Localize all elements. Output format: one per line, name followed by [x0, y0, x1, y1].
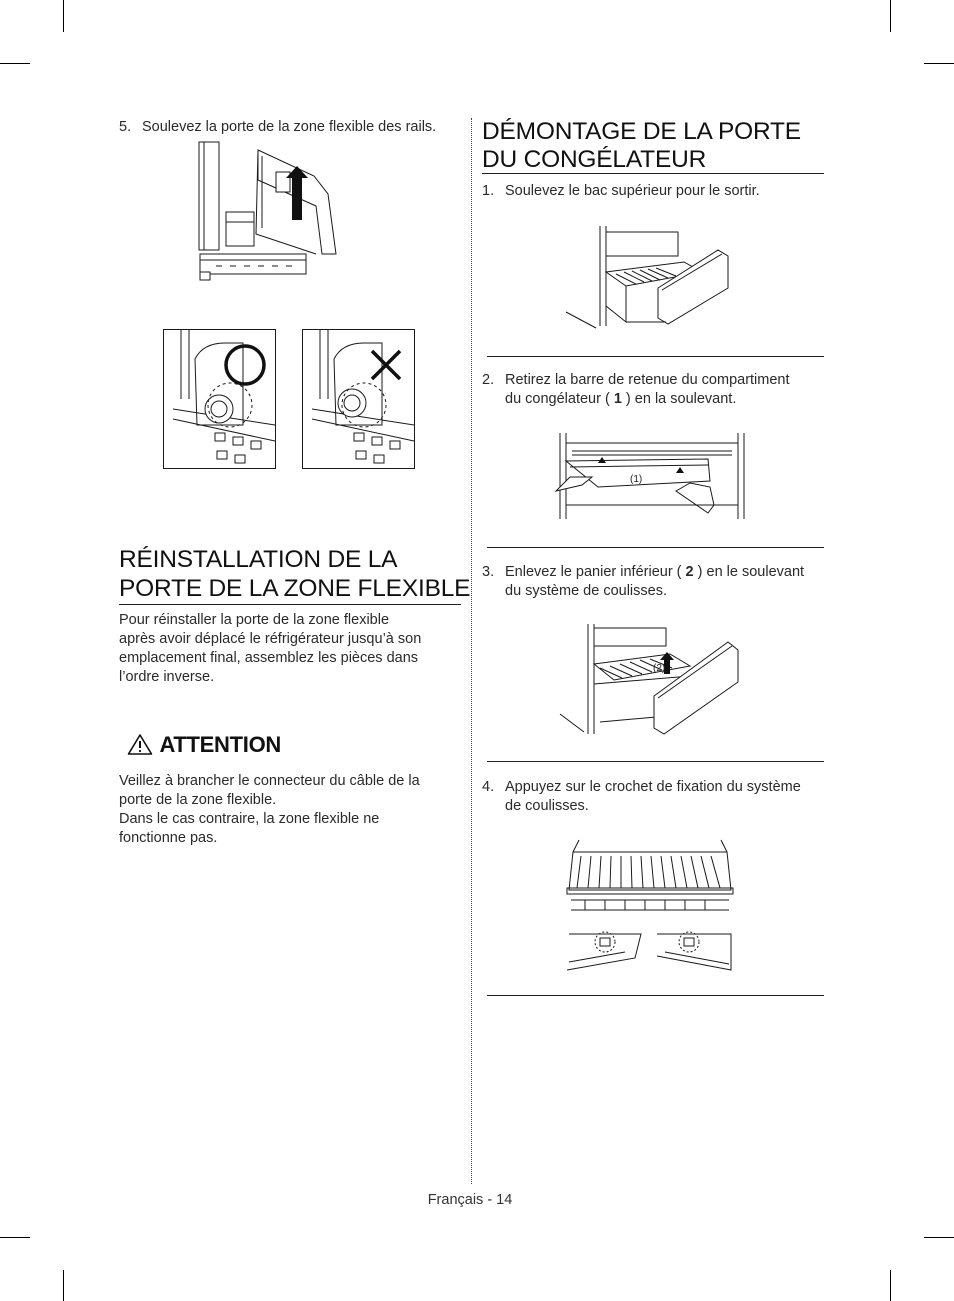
text-segment: ) en le soulevant [693, 564, 805, 580]
text-line: emplacement final, assemblez les pièces dans [119, 650, 419, 666]
door-lift-illustration [196, 142, 346, 280]
crop-mark [924, 63, 954, 64]
column-divider [471, 118, 472, 1184]
text-segment: Enlevez le panier inférieur ( [505, 564, 686, 580]
text-line: Pour réinstaller la porte de la zone flexible [119, 612, 390, 628]
text-line: après avoir déplacé le réfrigérateur jusqu’à son [119, 631, 422, 647]
step-rule [487, 761, 824, 762]
text-segment: ) en la soulevant. [621, 391, 737, 407]
lower-basket-illustration [560, 624, 740, 736]
page-number: Français - 14 [427, 1192, 513, 1208]
text-line [505, 390, 790, 409]
section-rule [482, 173, 824, 174]
step-number: 2. [482, 372, 495, 388]
step-number: 5. [119, 119, 132, 135]
step-number: 3. [482, 564, 495, 580]
crop-mark [0, 1237, 30, 1238]
section-rule [119, 604, 461, 605]
text-line: fonctionne pas. [119, 830, 218, 846]
step-text [505, 371, 790, 409]
crop-mark [63, 0, 64, 32]
callout-number: 1 [613, 391, 622, 407]
text-line: de coulisses. [505, 798, 589, 814]
text-line: Retirez la barre de retenue du compartiment [505, 372, 790, 388]
upper-bin-illustration [566, 226, 730, 328]
step-text: Soulevez le bac supérieur pour le sortir. [505, 183, 760, 199]
slide-hook-illustration [565, 838, 735, 972]
text-line: l’ordre inverse. [119, 669, 215, 685]
callout-number: 2 [685, 564, 694, 580]
text-line: Veillez à brancher le connecteur du câble de la [119, 773, 420, 789]
removal-title-line2: DU CONGÉLATEUR [482, 146, 707, 173]
text-segment: du congélateur ( [505, 391, 614, 407]
reinstall-title-line2: PORTE DE LA ZONE FLEXIBLE [119, 575, 471, 602]
correct-position-illustration [163, 329, 276, 469]
step-rule [487, 995, 824, 996]
text-line: porte de la zone flexible. [119, 792, 277, 808]
retaining-bar-illustration [558, 433, 748, 521]
step-text [505, 778, 801, 816]
step-rule [487, 547, 824, 548]
callout-label-1: (1) [630, 474, 643, 485]
removal-title-line1: DÉMONTAGE DE LA PORTE [482, 118, 801, 145]
reinstall-paragraph [119, 611, 464, 687]
callout-label-2: (2) [653, 663, 666, 674]
warning-triangle-icon [127, 733, 153, 755]
attention-paragraph [119, 772, 464, 848]
step-rule [487, 356, 824, 357]
incorrect-position-illustration [302, 329, 415, 469]
text-line [505, 563, 804, 582]
text-line: Appuyez sur le crochet de fixation du système [505, 779, 801, 795]
crop-mark [890, 1270, 891, 1301]
reinstall-title-line1: RÉINSTALLATION DE LA [119, 546, 398, 573]
step-number: 1. [482, 183, 495, 199]
step-text [505, 563, 804, 601]
text-line: du système de coulisses. [505, 583, 667, 599]
step-text: Soulevez la porte de la zone flexible des rails. [142, 119, 437, 135]
crop-mark [890, 0, 891, 32]
text-line: Dans le cas contraire, la zone flexible ne [119, 811, 380, 827]
crop-mark [63, 1270, 64, 1301]
crop-mark [0, 63, 30, 64]
step-number: 4. [482, 779, 495, 795]
attention-title: ATTENTION [159, 732, 281, 757]
attention-heading [127, 732, 281, 760]
crop-mark [924, 1237, 954, 1238]
